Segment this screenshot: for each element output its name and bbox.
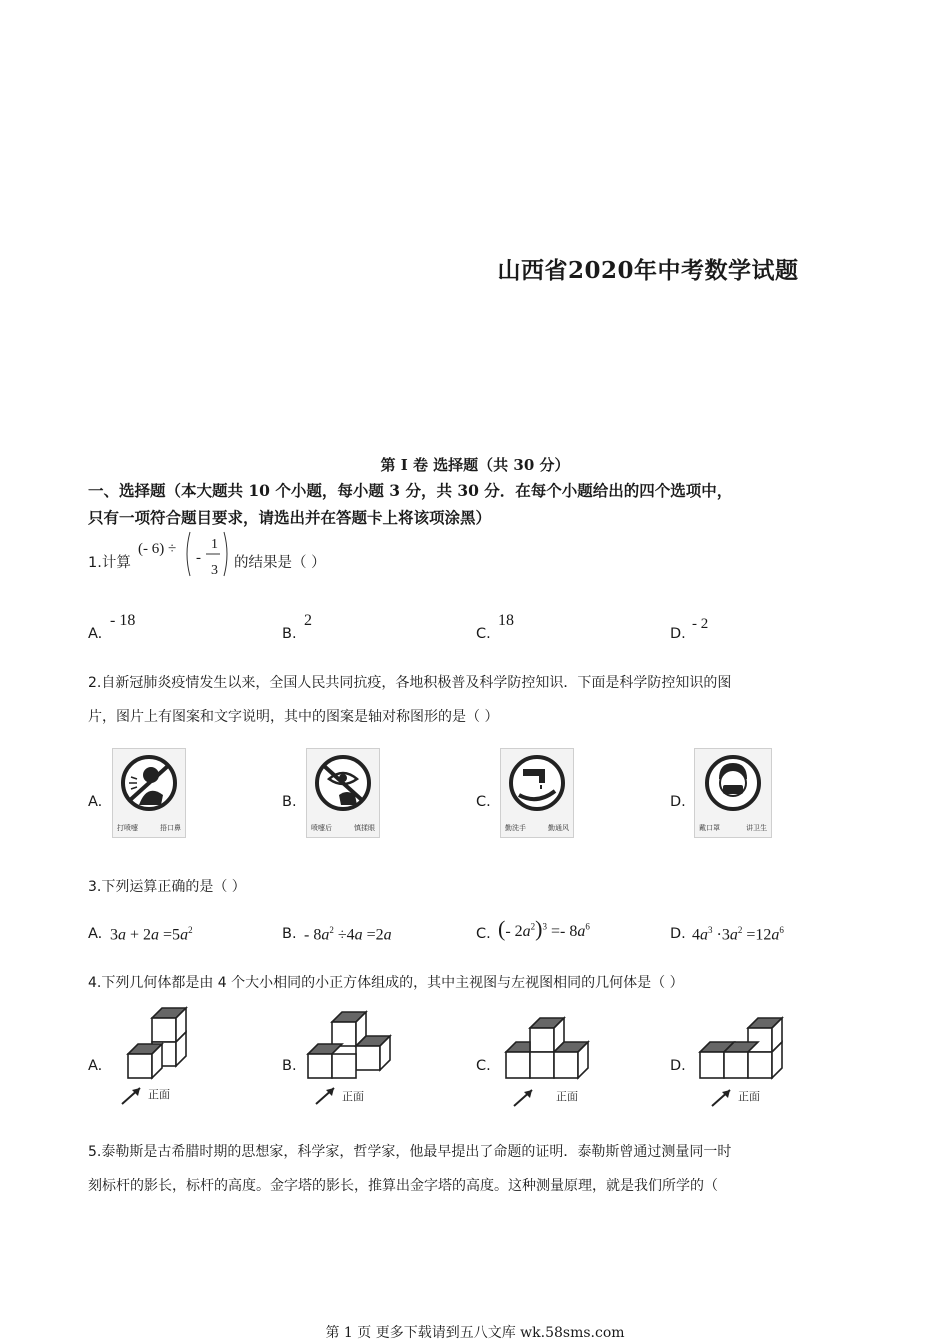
q2-line2: 片，图片上有图案和文字说明，其中的图案是轴对称图形的是（ ） xyxy=(88,709,499,725)
q1-fraction xyxy=(186,530,228,580)
option-label: A. xyxy=(88,926,103,942)
sign-caption-right: 慎揉眼 xyxy=(354,824,375,832)
q1-frac-num: 1 xyxy=(211,537,218,552)
sign-caption-right: 捂口鼻 xyxy=(160,824,181,832)
q1-frac-den: 3 xyxy=(211,563,218,578)
q2-option-b[interactable] xyxy=(282,748,402,838)
q4-option-d[interactable] xyxy=(670,1002,870,1110)
part-heading: 第 I 卷 选择题（共 30 分） xyxy=(380,456,570,474)
option-label: D. xyxy=(670,926,686,942)
q3-options xyxy=(88,916,888,956)
q4-text: 4.下列几何体都是由 4 个大小相同的小正方体组成的，其中主视图与左视图相同的几何体是（ ） xyxy=(88,975,684,991)
q1-expr-left: (- 6) ÷ xyxy=(138,541,177,557)
question-4 xyxy=(88,966,868,1000)
question-2 xyxy=(88,666,868,734)
front-label: 正面 xyxy=(148,1088,170,1101)
q3-expr-d: $4a^3 \cdot 3a^2 =12a^6$ xyxy=(692,925,784,944)
q2-option-a[interactable] xyxy=(88,748,208,838)
q3-text: 3.下列运算正确的是（ ） xyxy=(88,879,246,895)
sign-caption-right: 勤通风 xyxy=(548,824,569,832)
q2-option-d[interactable] xyxy=(670,748,790,838)
q1-prefix: 1.计算 xyxy=(88,555,131,571)
option-label: A. xyxy=(88,626,103,642)
option-label: A. xyxy=(88,1058,103,1074)
option-value: - 18 xyxy=(110,612,136,629)
q3-option-b[interactable] xyxy=(282,916,472,952)
option-value: - 2 xyxy=(692,616,709,632)
cube-figure-c xyxy=(506,1002,626,1110)
option-label: D. xyxy=(670,626,686,642)
option-label: B. xyxy=(282,626,297,642)
section-instructions xyxy=(88,477,868,531)
q3-expr-c: (- $2a^2)^3 =- 8a^6$ xyxy=(498,916,590,941)
option-label: B. xyxy=(282,794,297,810)
q4-option-c[interactable] xyxy=(476,1002,666,1110)
front-label: 正面 xyxy=(556,1090,578,1103)
q5-line1: 5.泰勒斯是古希腊时期的思想家，科学家，哲学家，他最早提出了命题的证明．泰勒斯曾通过测量同一时 xyxy=(88,1144,732,1160)
option-label: A. xyxy=(88,794,103,810)
no-eye-rub-icon xyxy=(306,748,380,838)
question-5 xyxy=(88,1135,868,1203)
option-label: B. xyxy=(282,926,297,942)
q1-frac-sign: - xyxy=(196,550,201,566)
option-value: 2 xyxy=(304,612,312,629)
page-footer: 第 1 页 更多下载请到五八文库 wk.58sms.com xyxy=(325,1325,625,1341)
question-3 xyxy=(88,870,868,904)
hand-wash-icon xyxy=(500,748,574,838)
option-label: C. xyxy=(476,1058,491,1074)
no-sneeze-icon xyxy=(112,748,186,838)
option-label: D. xyxy=(670,794,686,810)
mask-face-icon xyxy=(694,748,772,838)
q3-expr-b: - $8a^2 \div 4a =2a$ xyxy=(304,925,392,944)
option-label: C. xyxy=(476,794,491,810)
cube-figure-b xyxy=(308,1002,418,1110)
q1-options xyxy=(88,612,888,652)
option-label: C. xyxy=(476,926,491,942)
q3-option-a[interactable] xyxy=(88,916,278,952)
page-title: 山西省2020年中考数学试题 xyxy=(497,257,799,284)
cube-figure-d xyxy=(700,1002,820,1110)
q2-options xyxy=(88,748,888,840)
sign-caption-left: 戴口罩 xyxy=(699,824,720,832)
q2-line1: 2.自新冠肺炎疫情发生以来，全国人民共同抗疫，各地积极普及科学防控知识．下面是科学防控知识的图 xyxy=(88,675,732,691)
option-value: 18 xyxy=(498,612,514,629)
q5-line2: 刻标杆的影长，标杆的高度。金字塔的影长，推算出金字塔的高度。这种测量原理，就是我们所学的（ xyxy=(88,1178,718,1194)
q4-option-b[interactable] xyxy=(282,1002,472,1110)
question-1 xyxy=(88,532,868,582)
cube-figure-a xyxy=(114,1002,224,1110)
q3-option-c[interactable] xyxy=(476,916,666,952)
q1-suffix: 的结果是（ ） xyxy=(234,555,326,571)
section-instructions-line2: 只有一项符合题目要求，请选出并在答题卡上将该项涂黑） xyxy=(88,508,492,527)
q2-option-c[interactable] xyxy=(476,748,596,838)
sign-caption-left: 打喷嚏 xyxy=(117,824,138,832)
q4-options xyxy=(88,1002,888,1110)
option-label: B. xyxy=(282,1058,297,1074)
front-label: 正面 xyxy=(738,1090,760,1103)
section-instructions-line1: 一、选择题（本大题共 10 个小题，每小题 3 分，共 30 分．在每个小题给出的四个选项中， xyxy=(88,481,733,500)
option-label: D. xyxy=(670,1058,686,1074)
q3-expr-a: $3a + 2a =5a^2$ xyxy=(110,925,193,944)
sign-caption-left: 喷嚏后 xyxy=(311,824,332,832)
front-label: 正面 xyxy=(342,1090,364,1103)
q4-option-a[interactable] xyxy=(88,1002,278,1110)
option-label: C. xyxy=(476,626,491,642)
sign-caption-right: 讲卫生 xyxy=(746,824,767,832)
sign-caption-left: 勤洗手 xyxy=(505,824,526,832)
q3-option-d[interactable] xyxy=(670,916,870,952)
